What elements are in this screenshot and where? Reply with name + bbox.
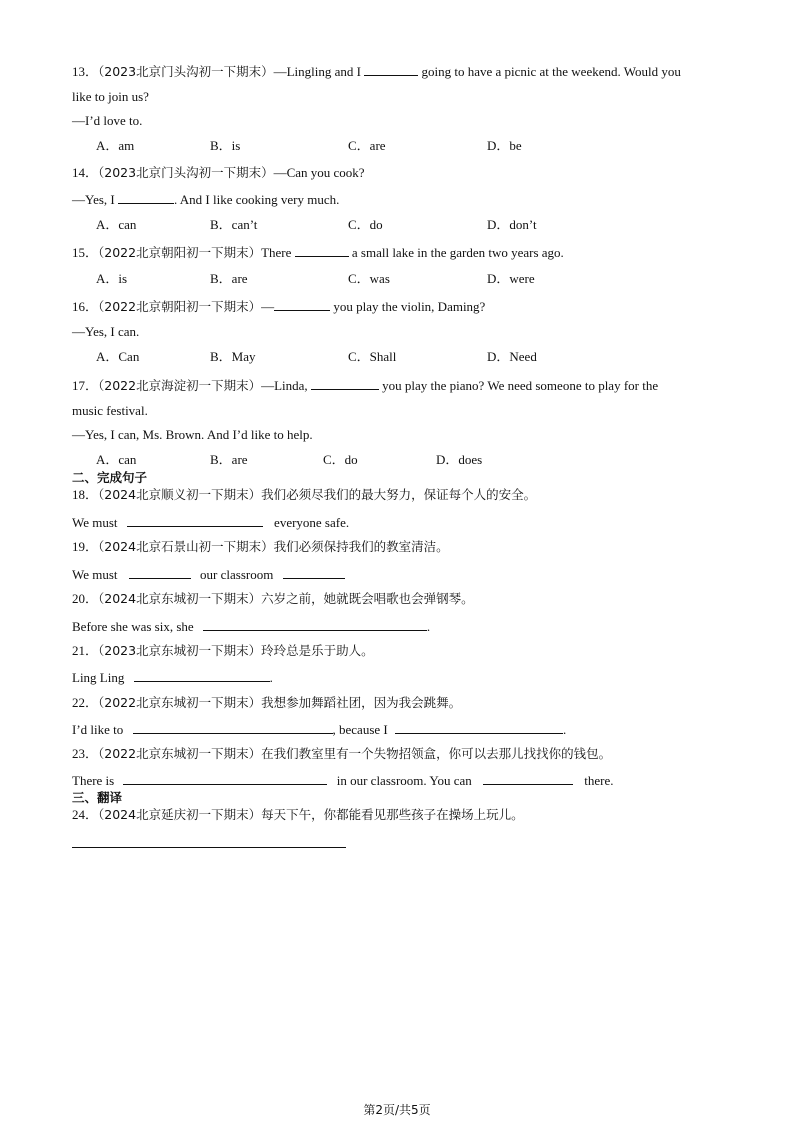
answer-blank[interactable] — [127, 514, 263, 527]
question-22: 22．（2022北京东城初一下期末）我想参加舞蹈社团，因为我会跳舞。 — [72, 695, 462, 710]
question-23-answer: There is in our classroom. You can there. — [72, 773, 614, 788]
option-d[interactable]: D．were — [487, 271, 535, 286]
question-19-answer: We must our classroom — [72, 566, 345, 583]
question-21-answer: Ling Ling . — [72, 670, 273, 685]
question-17: 17．（2022北京海淀初一下期末）—Linda, you play the piano? We need someone to play for the — [72, 378, 659, 393]
section-heading-translation: 三、翻译 — [72, 790, 123, 805]
option-a[interactable]: A．is — [96, 271, 128, 286]
question-19: 19．（2024北京石景山初一下期末）我们必须保持我们的教室清洁。 — [72, 539, 449, 554]
option-a[interactable]: A．am — [96, 138, 135, 153]
question-15: 15．（2022北京朝阳初一下期末）There a small lake in the garden two years ago. — [72, 245, 564, 260]
option-c[interactable]: C．are — [348, 138, 386, 153]
page-number: 第2页/共5页 — [363, 1103, 431, 1117]
question-21: 21．（2023北京东城初一下期末）玲玲总是乐于助人。 — [72, 643, 374, 658]
answer-line[interactable] — [72, 847, 346, 848]
question-18-answer: We must everyone safe. — [72, 515, 350, 530]
question-17-line2: music festival. — [72, 403, 148, 418]
answer-blank[interactable] — [118, 191, 174, 204]
answer-blank-2[interactable] — [395, 721, 563, 734]
option-b[interactable]: B．can’t — [210, 217, 258, 232]
question-22-answer: I’d like to , because I . — [72, 722, 567, 737]
answer-blank-1[interactable] — [129, 566, 191, 579]
option-b[interactable]: B．are — [210, 452, 248, 467]
answer-blank[interactable] — [274, 298, 330, 311]
question-17-line3: —Yes, I can, Ms. Brown. And I’d like to help. — [72, 427, 313, 442]
question-13-line2: like to join us? — [72, 89, 149, 104]
question-24: 24．（2024北京延庆初一下期末）每天下午，你都能看见那些孩子在操场上玩儿。 — [72, 807, 524, 822]
answer-blank-2[interactable] — [283, 566, 345, 579]
option-c[interactable]: C．do — [348, 217, 383, 232]
question-13-line3: —I’d love to. — [72, 113, 143, 128]
question-23: 23．（2022北京东城初一下期末）在我们教室里有一个失物招领盒，你可以去那儿找找你的钱包。 — [72, 746, 612, 761]
answer-blank[interactable] — [203, 618, 427, 631]
option-d[interactable]: D．does — [436, 452, 483, 467]
answer-blank-1[interactable] — [133, 721, 333, 734]
question-14-line2: —Yes, I . And I like cooking very much. — [72, 192, 340, 207]
answer-blank-1[interactable] — [123, 772, 327, 785]
option-a[interactable]: A．can — [96, 452, 137, 467]
question-20-answer: Before she was six, she . — [72, 619, 431, 634]
question-16-line2: —Yes, I can. — [72, 324, 140, 339]
option-b[interactable]: B．May — [210, 349, 256, 364]
question-16: 16．（2022北京朝阳初一下期末）— you play the violin, Daming? — [72, 299, 486, 314]
answer-blank[interactable] — [311, 377, 379, 390]
option-d[interactable]: D．don’t — [487, 217, 537, 232]
option-d[interactable]: D．Need — [487, 349, 537, 364]
option-b[interactable]: B．is — [210, 138, 241, 153]
section-heading-complete-sentences: 二、完成句子 — [72, 470, 148, 485]
answer-blank[interactable] — [134, 669, 270, 682]
answer-blank[interactable] — [295, 244, 349, 257]
option-a[interactable]: A．Can — [96, 349, 140, 364]
option-c[interactable]: C．Shall — [348, 349, 397, 364]
option-a[interactable]: A．can — [96, 217, 137, 232]
option-d[interactable]: D．be — [487, 138, 522, 153]
question-18: 18．（2024北京顺义初一下期末）我们必须尽我们的最大努力，保证每个人的安全。 — [72, 487, 537, 502]
option-b[interactable]: B．are — [210, 271, 248, 286]
option-c[interactable]: C．do — [323, 452, 358, 467]
question-14: 14．（2023北京门头沟初一下期末）—Can you cook? — [72, 165, 365, 180]
answer-blank[interactable] — [364, 63, 418, 76]
option-c[interactable]: C．was — [348, 271, 390, 286]
question-20: 20．（2024北京东城初一下期末）六岁之前，她就既会唱歌也会弹钢琴。 — [72, 591, 474, 606]
question-13: 13．（2023北京门头沟初一下期末）—Lingling and I going to have a picnic at the weekend. Would you — [72, 64, 681, 79]
answer-blank-2[interactable] — [483, 772, 573, 785]
